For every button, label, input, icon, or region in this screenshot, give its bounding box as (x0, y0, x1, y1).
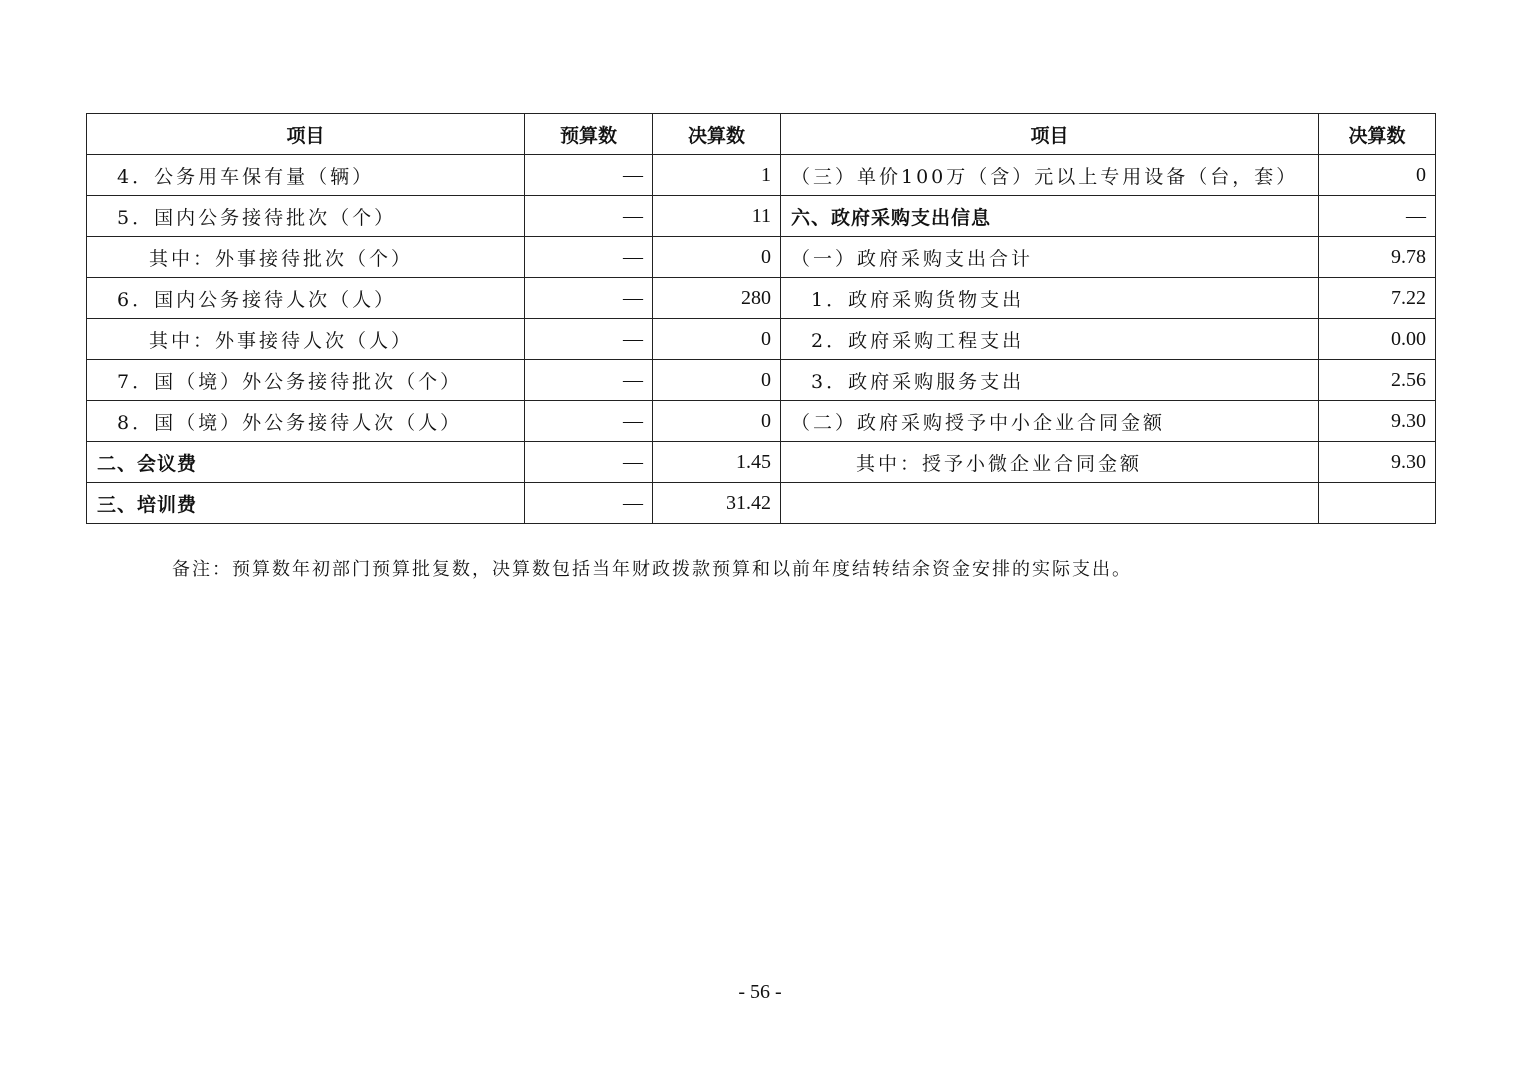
row-left-final: 280 (653, 278, 781, 319)
row-right-item (781, 483, 1319, 524)
row-right-item: 六、政府采购支出信息 (781, 196, 1319, 237)
row-right-final: 2.56 (1319, 360, 1436, 401)
row-right-item: （一）政府采购支出合计 (781, 237, 1319, 278)
row-right-item: 其中：授予小微企业合同金额 (781, 442, 1319, 483)
row-right-item: （三）单价100万（含）元以上专用设备（台，套） (781, 155, 1319, 196)
row-left-item: 6．国内公务接待人次（人） (87, 278, 525, 319)
row-left-final: 1 (653, 155, 781, 196)
row-right-final (1319, 483, 1436, 524)
header-right-final: 决算数 (1319, 114, 1436, 155)
table-note: 备注：预算数年初部门预算批复数，决算数包括当年财政拨款预算和以前年度结转结余资金安排的实际支出。 (172, 559, 1132, 580)
header-left-item: 项目 (87, 114, 525, 155)
expenditure-table (86, 113, 1436, 524)
row-left-budget: — (525, 237, 653, 278)
row-left-item: 三、培训费 (87, 483, 525, 524)
row-left-final: 31.42 (653, 483, 781, 524)
row-left-item: 其中：外事接待批次（个） (87, 237, 525, 278)
row-right-item: （二）政府采购授予中小企业合同金额 (781, 401, 1319, 442)
row-left-final: 1.45 (653, 442, 781, 483)
row-left-item: 8．国（境）外公务接待人次（人） (87, 401, 525, 442)
row-right-final: 7.22 (1319, 278, 1436, 319)
table-row (87, 319, 1436, 360)
header-left-budget: 预算数 (525, 114, 653, 155)
table-row (87, 360, 1436, 401)
row-right-item: 2．政府采购工程支出 (781, 319, 1319, 360)
table-header-row (87, 114, 1436, 155)
row-right-final: 0.00 (1319, 319, 1436, 360)
row-left-budget: — (525, 360, 653, 401)
row-left-budget: — (525, 196, 653, 237)
row-left-item: 4．公务用车保有量（辆） (87, 155, 525, 196)
row-left-budget: — (525, 319, 653, 360)
table-row (87, 401, 1436, 442)
row-left-budget: — (525, 442, 653, 483)
table-row (87, 483, 1436, 524)
row-left-item: 7．国（境）外公务接待批次（个） (87, 360, 525, 401)
page-number: - 56 - (738, 981, 782, 1003)
row-right-item: 3．政府采购服务支出 (781, 360, 1319, 401)
row-left-budget: — (525, 155, 653, 196)
row-right-final: — (1319, 196, 1436, 237)
row-right-final: 0 (1319, 155, 1436, 196)
table-row (87, 278, 1436, 319)
row-right-final: 9.78 (1319, 237, 1436, 278)
row-left-budget: — (525, 401, 653, 442)
row-right-final: 9.30 (1319, 442, 1436, 483)
row-left-final: 0 (653, 319, 781, 360)
table-row (87, 237, 1436, 278)
table-row (87, 155, 1436, 196)
row-left-final: 0 (653, 401, 781, 442)
header-left-final: 决算数 (653, 114, 781, 155)
row-left-budget: — (525, 483, 653, 524)
row-left-final: 0 (653, 237, 781, 278)
table-row (87, 442, 1436, 483)
row-left-budget: — (525, 278, 653, 319)
row-right-item: 1．政府采购货物支出 (781, 278, 1319, 319)
header-right-item: 项目 (781, 114, 1319, 155)
row-left-item: 其中：外事接待人次（人） (87, 319, 525, 360)
row-left-item: 二、会议费 (87, 442, 525, 483)
row-left-final: 0 (653, 360, 781, 401)
row-right-final: 9.30 (1319, 401, 1436, 442)
row-left-final: 11 (653, 196, 781, 237)
row-left-item: 5．国内公务接待批次（个） (87, 196, 525, 237)
table-row (87, 196, 1436, 237)
